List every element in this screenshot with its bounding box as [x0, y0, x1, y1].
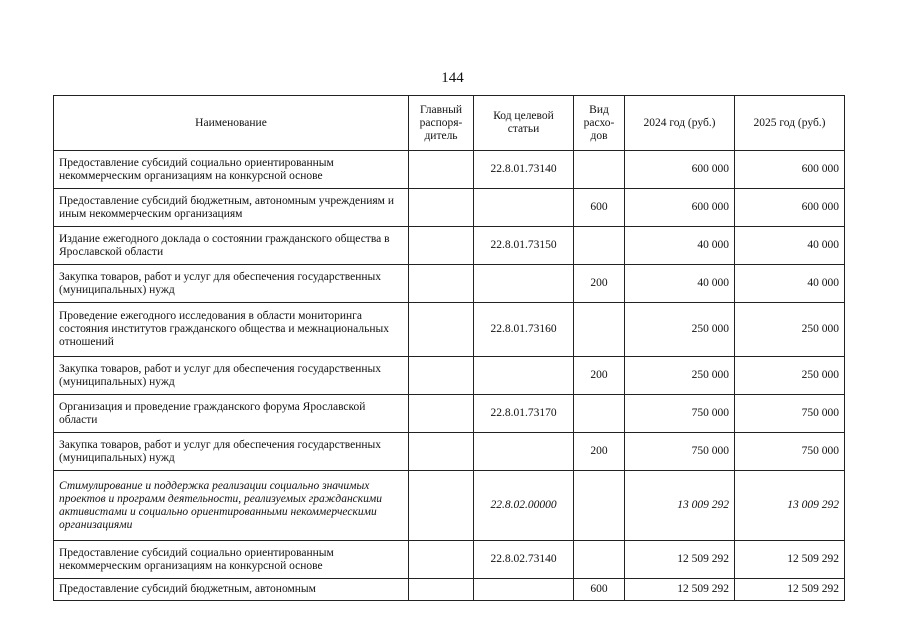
table-row [54, 579, 845, 601]
table-row [54, 471, 845, 541]
cell-code: 22.8.01.73150 [474, 227, 574, 265]
cell-2025: 12 509 292 [735, 541, 845, 579]
cell-admin [409, 303, 474, 357]
cell-expense-type [574, 471, 625, 541]
cell-admin [409, 471, 474, 541]
cell-expense-type: 200 [574, 433, 625, 471]
cell-admin [409, 541, 474, 579]
table-row [54, 151, 845, 189]
cell-2024: 250 000 [625, 303, 735, 357]
cell-expense-type: 600 [574, 579, 625, 601]
cell-2024: 40 000 [625, 227, 735, 265]
cell-2024: 40 000 [625, 265, 735, 303]
col-header-2024: 2024 год (руб.) [625, 96, 735, 151]
table-row [54, 227, 845, 265]
col-header-name: Наименование [54, 96, 409, 151]
cell-admin [409, 395, 474, 433]
table-row [54, 189, 845, 227]
cell-2024: 12 509 292 [625, 579, 735, 601]
cell-admin [409, 151, 474, 189]
cell-2024: 750 000 [625, 395, 735, 433]
col-header-expense-type: Вид расхо-дов [574, 96, 625, 151]
cell-2024: 13 009 292 [625, 471, 735, 541]
cell-name: Предоставление субсидий социально ориентированным некоммерческим организациям на конкурсной основе [54, 151, 409, 189]
table-header-row [54, 96, 845, 151]
cell-admin [409, 265, 474, 303]
cell-code: 22.8.02.73140 [474, 541, 574, 579]
cell-2025: 600 000 [735, 151, 845, 189]
cell-2025: 250 000 [735, 357, 845, 395]
cell-2025: 13 009 292 [735, 471, 845, 541]
cell-expense-type: 600 [574, 189, 625, 227]
cell-admin [409, 579, 474, 601]
cell-code [474, 189, 574, 227]
cell-name: Издание ежегодного доклада о состоянии гражданского общества в Ярославской области [54, 227, 409, 265]
cell-2025: 750 000 [735, 433, 845, 471]
cell-expense-type [574, 541, 625, 579]
cell-code: 22.8.02.00000 [474, 471, 574, 541]
table-row [54, 395, 845, 433]
cell-2025: 600 000 [735, 189, 845, 227]
cell-2024: 600 000 [625, 151, 735, 189]
cell-expense-type [574, 227, 625, 265]
cell-code [474, 265, 574, 303]
cell-expense-type [574, 151, 625, 189]
cell-name: Стимулирование и поддержка реализации социально значимых проектов и программ деятельности, реализуемых гражданскими активистами и социально ориентированными некоммерческими организациями [54, 471, 409, 541]
cell-name: Организация и проведение гражданского форума Ярославской области [54, 395, 409, 433]
col-header-code: Код целевой статьи [474, 96, 574, 151]
cell-code: 22.8.01.73140 [474, 151, 574, 189]
cell-code [474, 579, 574, 601]
cell-code: 22.8.01.73160 [474, 303, 574, 357]
cell-2025: 40 000 [735, 265, 845, 303]
cell-code [474, 357, 574, 395]
cell-expense-type [574, 303, 625, 357]
cell-admin [409, 227, 474, 265]
cell-expense-type [574, 395, 625, 433]
cell-2024: 12 509 292 [625, 541, 735, 579]
table-row [54, 357, 845, 395]
cell-2025: 40 000 [735, 227, 845, 265]
cell-2024: 600 000 [625, 189, 735, 227]
cell-name: Проведение ежегодного исследования в области мониторинга состояния институтов гражданского общества и межнациональных отношений [54, 303, 409, 357]
table-row [54, 433, 845, 471]
page-number: 144 [441, 70, 464, 86]
col-header-2025: 2025 год (руб.) [735, 96, 845, 151]
cell-admin [409, 433, 474, 471]
cell-2024: 250 000 [625, 357, 735, 395]
cell-admin [409, 357, 474, 395]
cell-name: Закупка товаров, работ и услуг для обеспечения государственных (муниципальных) нужд [54, 433, 409, 471]
col-header-admin: Главный распоря-дитель [409, 96, 474, 151]
cell-expense-type: 200 [574, 357, 625, 395]
cell-admin [409, 189, 474, 227]
cell-name: Закупка товаров, работ и услуг для обеспечения государственных (муниципальных) нужд [54, 357, 409, 395]
table-row [54, 303, 845, 357]
cell-name: Предоставление субсидий бюджетным, автономным учреждениям и иным некоммерческим организациям [54, 189, 409, 227]
cell-2025: 12 509 292 [735, 579, 845, 601]
table-row [54, 541, 845, 579]
cell-name: Закупка товаров, работ и услуг для обеспечения государственных (муниципальных) нужд [54, 265, 409, 303]
cell-2025: 250 000 [735, 303, 845, 357]
cell-2024: 750 000 [625, 433, 735, 471]
cell-name: Предоставление субсидий бюджетным, автономным [54, 579, 409, 601]
cell-code: 22.8.01.73170 [474, 395, 574, 433]
cell-name: Предоставление субсидий социально ориентированным некоммерческим организациям на конкурсной основе [54, 541, 409, 579]
table-row [54, 265, 845, 303]
cell-expense-type: 200 [574, 265, 625, 303]
cell-code [474, 433, 574, 471]
budget-table [53, 95, 845, 601]
cell-2025: 750 000 [735, 395, 845, 433]
